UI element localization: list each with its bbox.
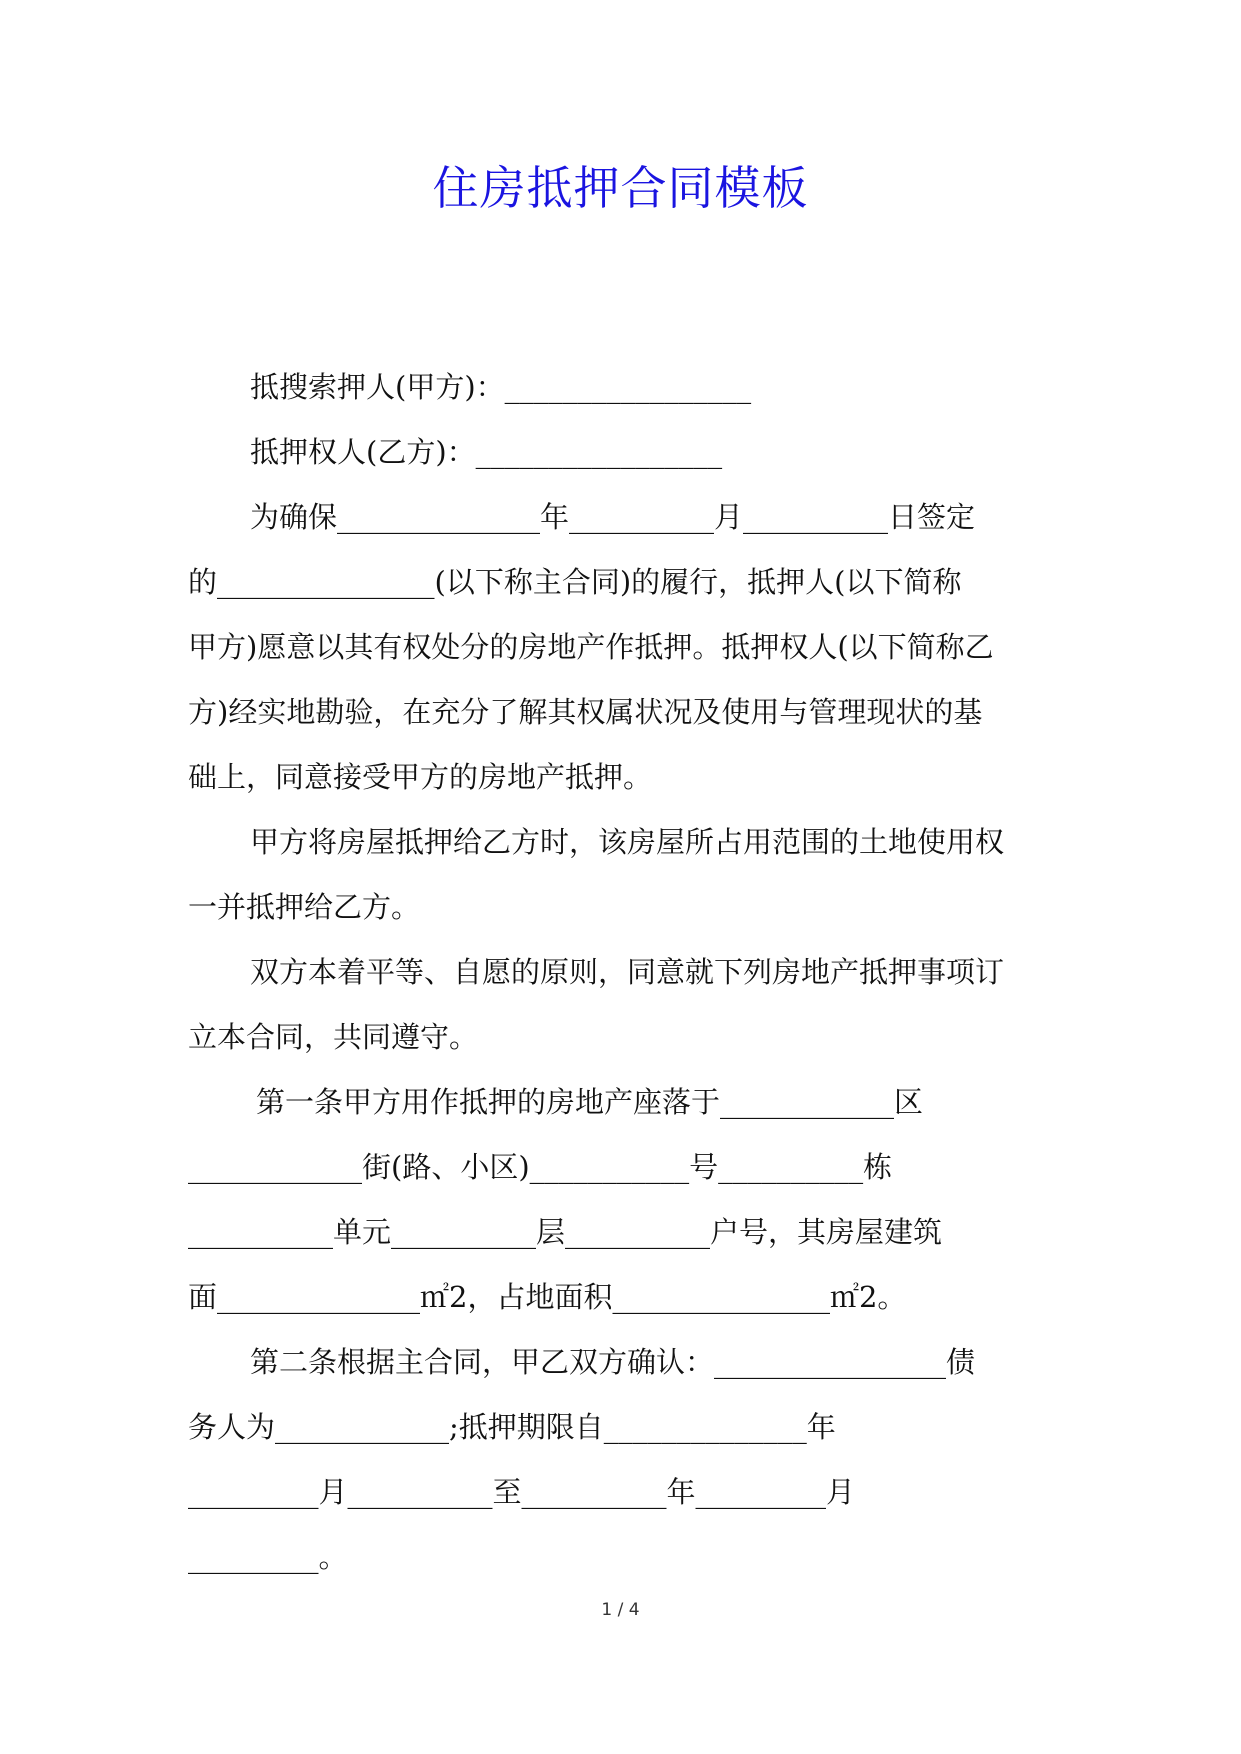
paragraph-line: 一并抵押给乙方。 xyxy=(188,890,421,924)
article-2-line: _________。 xyxy=(188,1540,348,1574)
paragraph-line: 的_______________(以下称主合同)的履行，抵押人(以下简称 xyxy=(188,565,962,599)
article-2-line: 务人为____________;抵押期限自______________年 xyxy=(188,1410,836,1444)
paragraph-line: 甲方)愿意以其有权处分的房地产作抵押。抵押权人(以下简称乙 xyxy=(188,630,994,664)
paragraph-line: 础上，同意接受甲方的房地产抵押。 xyxy=(188,760,653,794)
mortgagee-line: 抵押权人(乙方)：_________________ xyxy=(250,435,723,469)
page-indicator: 1 / 4 xyxy=(601,1600,640,1620)
document-body xyxy=(188,355,1054,1590)
paragraph-line: 为确保______________年__________月__________日签定 xyxy=(250,500,976,534)
paragraph-line: 立本合同，共同遵守。 xyxy=(188,1020,479,1054)
paragraph-line: 甲方将房屋抵押给乙方时，该房屋所占用范围的土地使用权 xyxy=(250,825,1005,859)
article-1-line: __________单元__________层__________户号，其房屋建筑 xyxy=(188,1215,943,1249)
article-2-line: _________月__________至__________年_________月 xyxy=(188,1475,856,1509)
article-1-line: 第一条甲方用作抵押的房地产座落于____________区 xyxy=(256,1085,924,1119)
article-2-line: 第二条根据主合同，甲乙双方确认：________________债 xyxy=(250,1345,976,1379)
mortgagor-line: 抵搜索押人(甲方)：_________________ xyxy=(250,370,752,404)
article-1-line: 面______________㎡2，占地面积_______________㎡2。 xyxy=(188,1280,907,1314)
paragraph-line: 双方本着平等、自愿的原则，同意就下列房地产抵押事项订 xyxy=(250,955,1005,989)
document-title: 住房抵押合同模板 xyxy=(432,161,809,215)
paragraph-line: 方)经实地勘验，在充分了解其权属状况及使用与管理现状的基 xyxy=(188,695,983,729)
article-1-line: ____________街(路、小区)___________号__________栋 xyxy=(188,1150,893,1184)
